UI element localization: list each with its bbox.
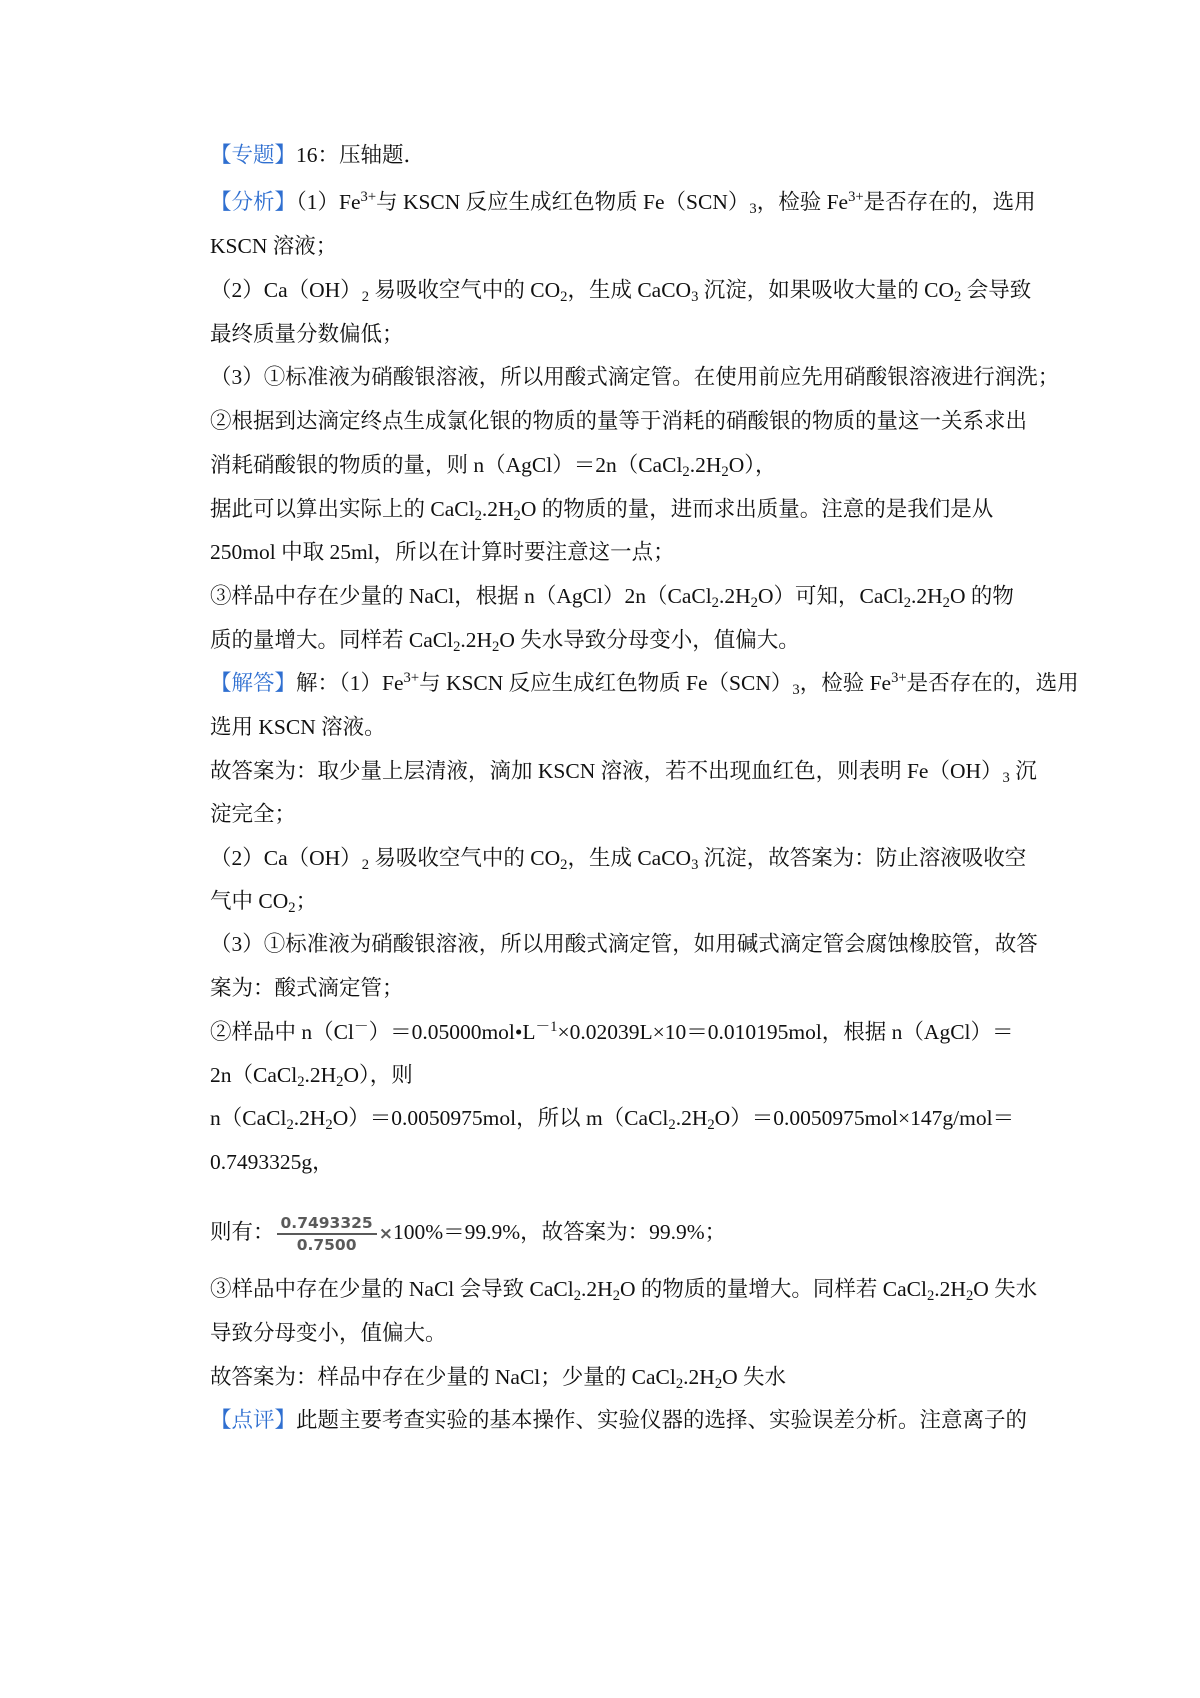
topic-tag: 【专题】: [210, 143, 297, 167]
subscript: 3: [1002, 770, 1010, 787]
text: .2H: [675, 1106, 708, 1130]
analysis-line-3: [210, 275, 1030, 305]
text: 是否存在的，选用: [863, 190, 1036, 214]
subscript: 2: [612, 1288, 620, 1305]
text: 沉: [1009, 759, 1037, 783]
answer-line-9: [210, 1017, 1030, 1047]
text: 解：（1）Fe: [296, 671, 404, 695]
answer-line-2: [210, 712, 1030, 742]
subscript: 2: [474, 508, 482, 525]
subscript: 2: [711, 595, 719, 612]
analysis-line-7: [210, 450, 1030, 480]
text: （1）Fe: [296, 190, 361, 214]
analysis-line-5: [210, 362, 1060, 392]
subscript: 2: [560, 857, 568, 874]
subscript: 2: [513, 508, 521, 525]
text: ）＝0.05000mol•L: [368, 1020, 536, 1044]
text: ③样品中存在少量的 NaCl 会导致 CaCl: [210, 1277, 574, 1301]
text: O 失水导致分母变小，值偏大。: [499, 628, 800, 652]
text: O 失水: [722, 1365, 787, 1389]
subscript: 3: [792, 682, 800, 699]
answer-line-3: [210, 756, 1037, 787]
subscript: 2: [668, 1117, 676, 1134]
text: 沉淀，如果吸收大量的 CO: [698, 278, 955, 302]
analysis-line-4: [210, 319, 1030, 349]
subscript: 2: [954, 289, 962, 306]
times-sign: ×: [378, 1224, 393, 1244]
answer-line-7: [210, 929, 1038, 959]
text: O 失水: [973, 1277, 1038, 1301]
subscript: 3: [749, 201, 757, 218]
answer-line-14: [210, 1274, 1038, 1305]
fraction: [277, 1213, 377, 1255]
text: ，检验 Fe: [756, 190, 849, 214]
answer-line-4: [210, 799, 1030, 829]
answer-line-10: [210, 1060, 1030, 1090]
analysis-line-11: [210, 625, 1030, 655]
topic-line: [210, 140, 1030, 170]
answer-line-1: [210, 668, 1079, 699]
text: O 的物质的量，进而求出质量。注意的是我们是从: [520, 497, 994, 521]
text: 消耗硝酸银的物质的量，则 n（AgCl）＝2n（CaCl: [210, 453, 683, 477]
text: 沉淀，故答案为：防止溶液吸收空: [698, 846, 1027, 870]
answer-line-15: [210, 1318, 1030, 1348]
superscript: 3+: [360, 188, 377, 205]
analysis-tag: 【分析】: [210, 190, 297, 214]
text: ③样品中存在少量的 NaCl，根据 n（AgCl）2n（CaCl: [210, 584, 712, 608]
superscript: －: [353, 1018, 369, 1035]
superscript: 3+: [848, 188, 864, 205]
subscript: 2: [682, 464, 690, 481]
comment-line: [210, 1405, 1030, 1435]
text: .2H: [934, 1277, 966, 1301]
text: （3）①标准液为硝酸银溶液，所以用酸式滴定管。在使用前应先用硝酸银溶液进行润洗；: [210, 365, 1060, 389]
subscript: 3: [691, 289, 699, 306]
text: 易吸收空气中的 CO: [369, 846, 561, 870]
text: 故答案为：取少量上层清液，滴加 KSCN 溶液，若不出现血红色，则表明 Fe（OH）: [210, 759, 1003, 783]
text: 淀完全；: [210, 802, 297, 826]
text: .2H: [689, 453, 722, 477]
text: ，生成 CaCO: [567, 846, 692, 870]
text: O），则: [343, 1063, 413, 1087]
text: 选用 KSCN 溶液。: [210, 715, 386, 739]
text: .2H: [481, 497, 514, 521]
subscript: 2: [942, 595, 950, 612]
subscript: 3: [691, 857, 699, 874]
answer-line-13: [210, 1200, 1030, 1264]
answer-line-5: [210, 843, 1030, 873]
answer-line-6: [210, 886, 1030, 916]
answer-line-8: [210, 973, 1030, 1003]
text: .2H: [460, 628, 493, 652]
text: 与 KSCN 反应生成红色物质 Fe（SCN）: [376, 190, 750, 214]
text: .2H: [304, 1063, 337, 1087]
analysis-line-8: [210, 494, 1030, 524]
text: （2）Ca（OH）: [210, 278, 362, 302]
text: O）＝0.0050975mol，所以 m（CaCl: [332, 1106, 669, 1130]
text: .2H: [683, 1365, 715, 1389]
subscript: 2: [492, 639, 500, 656]
text: 250mol 中取 25ml，所以在计算时要注意这一点；: [210, 540, 675, 564]
answer-line-11: [210, 1103, 1030, 1133]
text: ；: [295, 889, 318, 913]
text: 2n（CaCl: [210, 1063, 298, 1087]
analysis-line-9: [210, 537, 1030, 567]
text: 据此可以算出实际上的 CaCl: [210, 497, 475, 521]
superscript: 3+: [403, 669, 420, 686]
subscript: 2: [361, 289, 369, 306]
subscript: 2: [336, 1074, 344, 1091]
text: O 的物质的量增大。同样若 CaCl: [620, 1277, 927, 1301]
subscript: 2: [721, 464, 729, 481]
subscript: 2: [560, 289, 568, 306]
comment-tag: 【点评】: [210, 1408, 297, 1432]
subscript: 2: [453, 639, 461, 656]
subscript: 2: [361, 857, 369, 874]
text: 易吸收空气中的 CO: [369, 278, 561, 302]
text: O）＝0.0050975mol×147g/mol＝: [714, 1106, 1015, 1130]
answer-line-16: [210, 1362, 1030, 1392]
subscript: 2: [286, 1117, 294, 1134]
analysis-line-6: [210, 406, 1030, 436]
text: （2）Ca（OH）: [210, 846, 362, 870]
subscript: 2: [926, 1288, 935, 1305]
superscript: 3+: [891, 669, 907, 686]
analysis-line-10: [210, 581, 1030, 611]
text: 0.7493325g，: [210, 1150, 334, 1174]
text: ②样品中 n（Cl: [210, 1020, 354, 1044]
subscript: 2: [965, 1288, 974, 1305]
analysis-line-1: [210, 187, 1036, 218]
text: .2H: [718, 584, 751, 608]
text: 是否存在的，选用: [906, 671, 1079, 695]
subscript: 2: [903, 595, 911, 612]
subscript: 2: [750, 595, 758, 612]
subscript: 2: [707, 1117, 715, 1134]
text: 质的量增大。同样若 CaCl: [210, 628, 454, 652]
text: O 的物: [949, 584, 1014, 608]
text: 与 KSCN 反应生成红色物质 Fe（SCN）: [419, 671, 793, 695]
fraction-numerator: 0.7493325: [277, 1213, 377, 1235]
text: n（CaCl: [210, 1106, 287, 1130]
text: 故答案为：样品中存在少量的 NaCl；少量的 CaCl: [210, 1365, 676, 1389]
text: 气中 CO: [210, 889, 289, 913]
analysis-line-2: [210, 231, 1030, 261]
text: 100%＝99.9%，故答案为：99.9%；: [392, 1220, 727, 1244]
superscript: －1: [535, 1018, 558, 1035]
text: ，生成 CaCO: [567, 278, 692, 302]
text: .2H: [911, 584, 943, 608]
subscript: 2: [675, 1376, 684, 1393]
subscript: 2: [714, 1376, 723, 1393]
text: 案为：酸式滴定管；: [210, 976, 404, 1000]
subscript: 2: [573, 1288, 582, 1305]
text: 则有：: [210, 1220, 275, 1244]
text: O），: [728, 453, 777, 477]
text: ×0.02039L×10＝0.010195mol，根据 n（AgCl）＝: [557, 1020, 1014, 1044]
subscript: 2: [325, 1117, 333, 1134]
text: O）可知，CaCl: [757, 584, 904, 608]
text: ②根据到达滴定终点生成氯化银的物质的量等于消耗的硝酸银的物质的量这一关系求出: [210, 409, 1028, 433]
text: .2H: [293, 1106, 326, 1130]
subscript: 2: [297, 1074, 305, 1091]
answer-tag: 【解答】: [210, 671, 297, 695]
text: .2H: [581, 1277, 613, 1301]
comment-text: 此题主要考查实验的基本操作、实验仪器的选择、实验误差分析。注意离子的: [296, 1408, 1028, 1432]
answer-line-12: [210, 1147, 1030, 1177]
text: 导致分母变小，值偏大。: [210, 1321, 447, 1345]
text: 会导致: [961, 278, 1032, 302]
topic-text: 16：压轴题．: [296, 143, 426, 167]
text: （3）①标准液为硝酸银溶液，所以用酸式滴定管，如用碱式滴定管会腐蚀橡胶管，故答: [210, 932, 1038, 956]
fraction-denominator: 0.7500: [296, 1236, 357, 1255]
text: ，检验 Fe: [799, 671, 892, 695]
text: KSCN 溶液；: [210, 234, 338, 258]
text: 最终质量分数偏低；: [210, 322, 404, 346]
subscript: 2: [288, 900, 296, 917]
